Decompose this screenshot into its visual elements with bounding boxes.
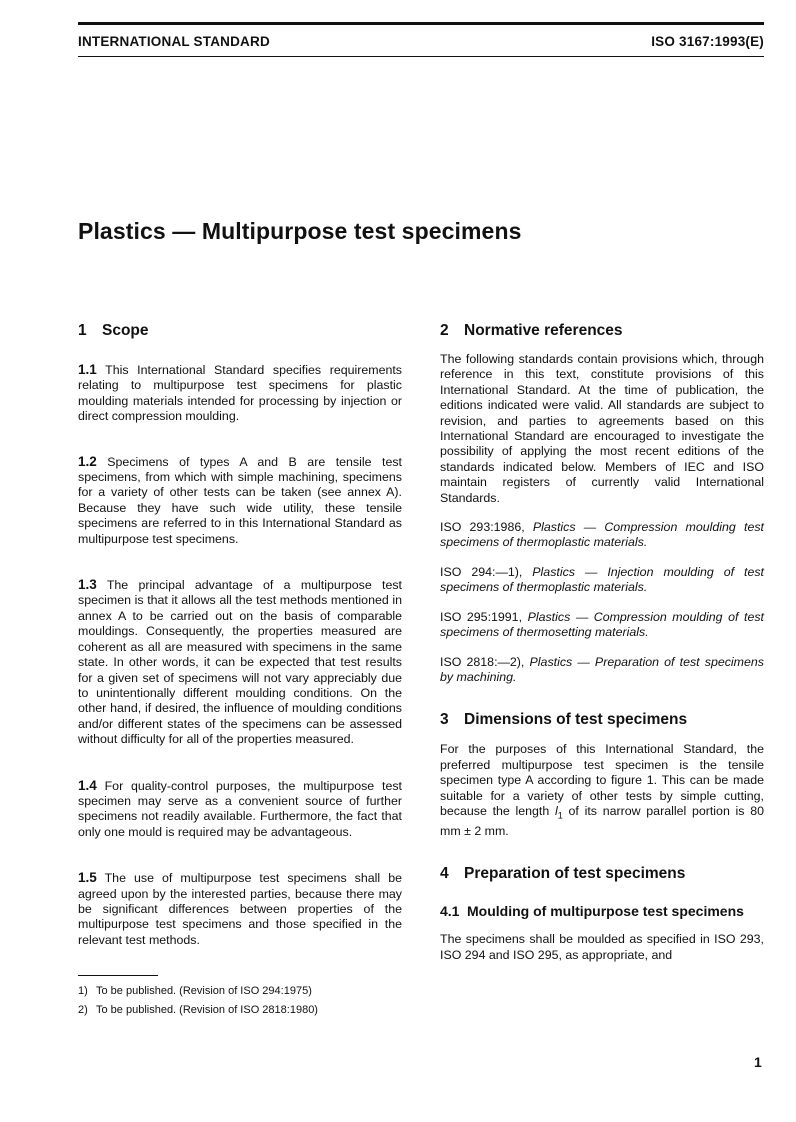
section-heading-scope	[78, 322, 402, 340]
section-number: 1	[78, 322, 87, 339]
clause-text: The use of multipurpose test specimens shall be agreed upon by the interested parties, because there may be significant differences between properties of the multipurpose test specimens and those specified in the relevant test methods.	[78, 871, 402, 947]
length-symbol: l	[555, 803, 558, 818]
reference-code: ISO 2818:—2),	[440, 654, 525, 669]
footnote-2	[78, 1004, 318, 1017]
header-document-type: INTERNATIONAL STANDARD	[78, 34, 270, 49]
footnote-1	[78, 985, 312, 998]
reference-code: ISO 294:—1),	[440, 564, 523, 579]
reference-title: Plastics — Injection moulding of test specimens of thermoplastic materials.	[440, 564, 764, 595]
clause-number: 1.3	[78, 577, 97, 593]
page-number: 1	[754, 1054, 762, 1070]
section-heading-preparation	[440, 865, 764, 883]
footnote-separator	[78, 975, 158, 976]
footnote-mark: 2)	[78, 1004, 88, 1016]
clause-1-5	[78, 870, 402, 948]
moulding-paragraph: The specimens shall be moulded as specified in ISO 293, ISO 294 and ISO 295, as appropriate, and	[440, 932, 764, 962]
reference-iso-2818	[440, 655, 764, 686]
reference-title: Plastics — Compression moulding of test specimens of thermosetting materials.	[440, 609, 764, 640]
reference-title: Plastics — Preparation of test specimens by machining.	[440, 654, 764, 684]
clause-number: 1.5	[78, 870, 97, 886]
reference-code: ISO 293:1986,	[440, 520, 525, 535]
document-title: Plastics — Multipurpose test specimens	[78, 218, 522, 244]
subsection-number: 4.1	[440, 903, 460, 920]
clause-text: Specimens of types A and B are tensile test specimens, from which with simple machining, specimens for a variety of other tests can be taken (see annex A). Because they have such wide utility, these tensile specimens are referred to in this International Standard as multipurpose test specimens.	[78, 454, 402, 546]
clause-1-4	[78, 778, 402, 841]
section-heading-dimensions	[440, 711, 764, 729]
header-document-number: ISO 3167:1993(E)	[651, 34, 764, 49]
header-bottom-rule	[78, 56, 764, 57]
header-top-rule	[78, 22, 764, 25]
reference-iso-294	[440, 565, 764, 596]
section-title: Preparation of test specimens	[464, 865, 686, 883]
section-title: Dimensions of test specimens	[464, 711, 688, 729]
section-title: Scope	[102, 322, 149, 339]
section-number: 3	[440, 711, 449, 729]
reference-title: Plastics — Compression moulding test specimens of thermoplastic materials.	[440, 520, 764, 550]
clause-1-3	[78, 577, 402, 747]
reference-code: ISO 295:1991,	[440, 609, 523, 624]
left-column	[78, 322, 402, 948]
clause-number: 1.1	[78, 362, 97, 377]
section-number: 2	[440, 322, 449, 339]
subsection-heading-moulding	[440, 903, 764, 919]
clause-1-2	[78, 454, 402, 547]
footnote-text: To be published. (Revision of ISO 294:1975)	[96, 985, 312, 997]
clause-text: The principal advantage of a multipurpose test specimen is that it allows all the test methods mentioned in annex A to be carried out on the basis of comparable mouldings. Consequently, the properties measured are coherent as all are measured with specimens in the same state. In other words, it can be expected that test results for a given set of specimens will not vary appreciably due to unintentionally different moulding conditions. On the other hand, if desired, the influence of moulding conditions and/or different states of the specimens can be assessed without difficulty for all of the properties measured.	[78, 578, 402, 747]
clause-number: 1.4	[78, 777, 97, 793]
clause-text: This International Standard specifies requirements relating to multipurpose test specimens for plastic moulding materials intended for processing by injection or direct compression moulding.	[78, 363, 403, 424]
right-column	[440, 322, 764, 963]
clause-number: 1.2	[78, 453, 97, 469]
dimensions-text-end: of its narrow parallel portion is 80 mm ± 2 mm.	[440, 803, 765, 838]
reference-iso-295	[440, 610, 764, 641]
footnote-mark: 1)	[78, 985, 88, 997]
subsection-title: Moulding of multipurpose test specimens	[467, 903, 744, 920]
reference-iso-293	[440, 520, 764, 551]
section-title: Normative references	[464, 322, 623, 339]
section-number: 4	[440, 865, 449, 883]
section-heading-normative-references	[440, 322, 764, 340]
dimensions-text-start: For the purposes of this International Standard, the preferred multipurpose test specimen is the tensile specimen type A according to figure 1. This can be made suitable for a variety of other tests by simple cutting, because the length	[440, 742, 764, 818]
length-symbol-subscript: 1	[557, 810, 563, 821]
dimensions-paragraph	[440, 742, 764, 839]
clause-text: For quality-control purposes, the multipurpose test specimen may serve as a convenient source of further specimens not readily available. Furthermore, the fact that only one mould is required may be advantageous.	[78, 778, 402, 839]
normative-intro: The following standards contain provisions which, through reference in this text, constitute provisions of this International Standard. At the time of publication, the editions indicated were valid. All standards are subject to revision, and parties to agreements based on this International Standard are encouraged to investigate the possibility of applying the most recent editions of the standards indicated below. Members of IEC and ISO maintain registers of currently valid International Standards.	[440, 352, 764, 505]
footnote-text: To be published. (Revision of ISO 2818:1980)	[96, 1004, 318, 1016]
clause-1-1	[78, 362, 402, 425]
